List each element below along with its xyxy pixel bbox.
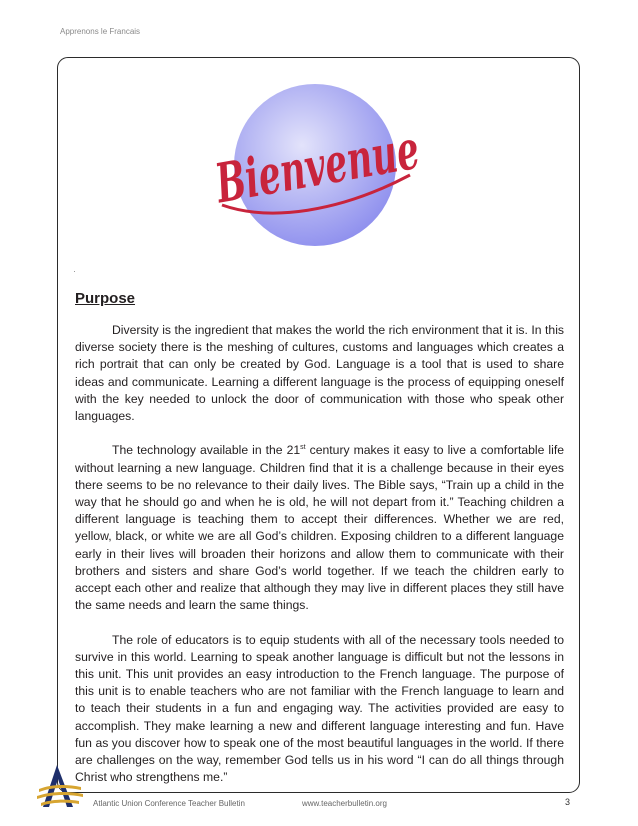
stray-mark: [74, 271, 75, 272]
body-text: [75, 322, 564, 804]
page-number: 3: [565, 797, 571, 807]
bienvenue-wordmark: Bienvenue: [210, 97, 536, 216]
footer-url[interactable]: www.teacherbulletin.org: [302, 799, 387, 808]
section-heading: Purpose: [75, 290, 136, 307]
paragraph-2: The technology available in the 21st century makes it easy to live a comfortable life without learning a new language. Children find that it is a challenge because in their eyes there seems to be no relevance to their daily lives. The Bible says, “Train up a child in the way that he should go and when he is old, he will not depart from it.” Teaching children a different language is teaching them to accept their differences. Whether we are red, yellow, black, or white we are all God’s children. Exposing children to a different language early in their lives will broaden their horizons and allow them to communicate with their brothers and sisters and share God’s world together. If we teach the children early to accept each other and realize that although they may live in different places they still have the same needs and learn the same things.: [75, 443, 564, 613]
paragraph-1: Diversity is the ingredient that makes the world the rich environment that it is. In this diverse society there is the meshing of cultures, customs and languages which creates a rich portrait that can only be created by God. Language is a tool that is used to share ideas and communicate. Learning a different language is the process of equipping oneself with the key needed to unlock the door of communication with those who speak other languages.: [75, 323, 564, 424]
paragraph-3: The role of educators is to equip students with all of the necessary tools needed to survive in this world. Learning to speak another language is difficult but not the lessons in this unit. This unit provides an easy introduction to the French language. The purpose of this unit is to enable teachers who are not familiar with the French language to learn and to teach their students in a fun and engaging way. The activities provided are easy to accomplish. They make learning a new and different language interesting and fun. Have fun as you discover how to speak one of the most beautiful languages in the world. If there are challenges on the way, remember God tells us in his word “I can do all things through Christ who strengthens me.”: [75, 632, 564, 785]
running-header: Apprenons le Francais: [60, 27, 141, 36]
auc-logo-icon: [35, 763, 85, 811]
footer-organization: Atlantic Union Conference Teacher Bulletin: [93, 799, 245, 808]
